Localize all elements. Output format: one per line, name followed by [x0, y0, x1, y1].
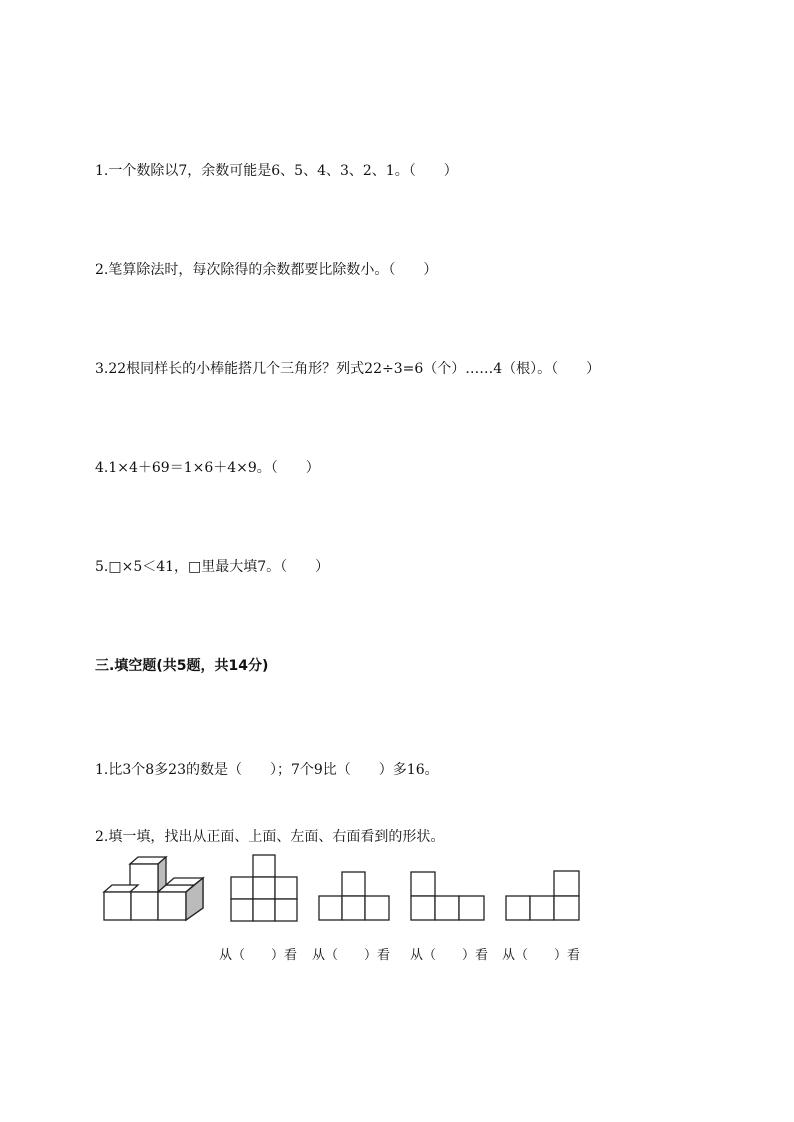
view-caption-3: 从（ ）看	[410, 948, 489, 963]
view-shape-1	[230, 854, 300, 922]
judgment-item-4: 4.1×4＋69＝1×6＋4×9。（ ）	[95, 460, 320, 476]
view-shape-2	[318, 871, 391, 921]
judgment-item-1: 1.一个数除以7，余数可能是6、5、4、3、2、1。（ ）	[95, 163, 458, 179]
view-shape-3	[410, 871, 486, 921]
view-caption-1: 从（ ）看	[219, 948, 298, 963]
fill-question-1: 1.比3个8多23的数是（ ）；7个9比（ ）多16。	[95, 762, 439, 778]
judgment-item-5: 5.□×5＜41，□里最大填7。（ ）	[95, 559, 330, 575]
cube-solid-figure	[100, 852, 210, 924]
fill-question-2: 2.填一填，找出从正面、上面、左面、右面看到的形状。	[95, 829, 445, 845]
judgment-item-2: 2.笔算除法时，每次除得的余数都要比除数小。（ ）	[95, 262, 438, 278]
view-caption-2: 从（ ）看	[312, 948, 391, 963]
section-heading: 三.填空题(共5题，共14分)	[95, 658, 269, 674]
view-shape-4	[505, 870, 581, 922]
view-caption-4: 从（ ）看	[502, 948, 581, 963]
judgment-item-3: 3.22根同样长的小棒能搭几个三角形？列式22÷3=6（个）……4（根）。（ ）	[95, 361, 601, 377]
